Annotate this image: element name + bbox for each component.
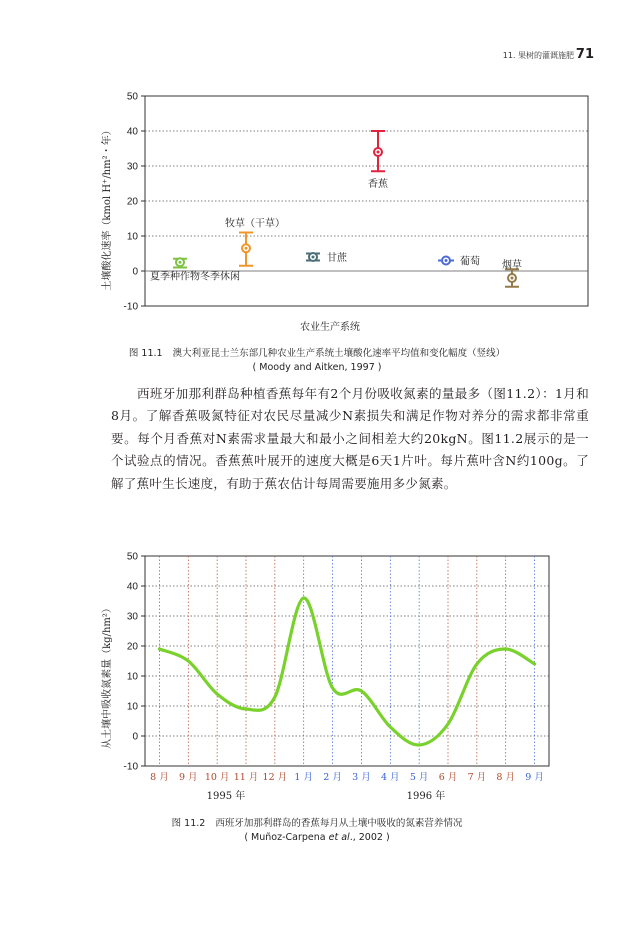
figure-11-2-source (0, 832, 634, 843)
fig2-series-line (159, 598, 534, 745)
fig1-y-tick-label: 50 (126, 91, 138, 103)
fig2-y-tick-label: 50 (126, 551, 138, 563)
fig2-source-authors: ( Muñoz-Carpena (244, 832, 329, 843)
fig1-point-label: 夏季种作物冬季休闲 (150, 271, 240, 283)
fig2-month-label: 1 月 (294, 772, 314, 783)
fig1-point-label: 甘蔗 (327, 253, 347, 264)
fig1-y-tick-label: 40 (126, 126, 138, 138)
fig1-y-tick-label: 30 (126, 161, 138, 173)
fig1-y-tick-label: 0 (132, 266, 138, 278)
fig2-y-tick-label: 0 (132, 731, 138, 743)
running-header-chapter: 11. 果树的灌溉施肥 (502, 51, 574, 60)
page-number: 71 (575, 47, 594, 62)
fig2-month-label: 3 月 (352, 772, 371, 783)
fig2-month-label: 10 月 (204, 772, 230, 783)
fig2-source-year: ., 2002 ) (349, 832, 390, 843)
fig2-y-tick-label: 10 (126, 671, 138, 683)
fig2-month-label: 6 月 (438, 772, 458, 783)
fig2-month-label: 5 月 (409, 772, 429, 783)
figure-11-2-number: 图 11.2 (171, 818, 206, 829)
fig2-y-axis-label: 从土壤中吸收氮素量（kg/hm²） (102, 603, 113, 749)
fig2-month-label: 9 月 (525, 772, 544, 783)
fig2-y-tick-label: 20 (126, 641, 138, 653)
fig2-month-label: 12 月 (262, 772, 288, 783)
fig1-y-axis-label: 土壤酸化速率（kmol H⁺/hm²・年） (102, 125, 113, 291)
fig2-y-tick-label: 30 (126, 611, 138, 623)
fig2-y-tick-label: 40 (126, 581, 138, 593)
figure-11-1-number: 图 11.1 (128, 348, 163, 359)
figure-11-1-source: ( Moody and Aitken, 1997 ) (252, 362, 382, 373)
fig1-point-label: 牧草（干草） (225, 218, 285, 230)
fig1-point-label: 香蕉 (368, 179, 388, 190)
fig2-month-label: 9 月 (178, 772, 198, 783)
fig2-month-label: 11 月 (233, 772, 259, 783)
fig2-month-label: 7 月 (467, 772, 487, 783)
body-paragraph: 西班牙加那利群岛种植香蕉每年有2个月份吸收氮素的量最多（图11.2）：1月和8月。了解香蕉吸氮特征对农民尽量减少N素损失和满足作物对养分的需求都非常重要。每个月香蕉对N素需求量最大和最小之间相差大约20kgN。图11.2展示的是一个试验点的情况。香蕉蕉叶展开的速度大概是6天1片叶。每片蕉叶含N约100g。了解了蕉叶生长速度，有助于蕉农估计每周需要施用多少氮素。 (111, 386, 589, 491)
fig1-x-axis-label: 农业生产系统 (300, 322, 360, 333)
fig2-month-label: 8 月 (496, 772, 516, 783)
fig2-y-tick-label: -10 (123, 761, 138, 773)
fig2-year-1995: 1995 年 (206, 791, 246, 802)
fig2-source-etal: et al (328, 832, 350, 843)
fig1-point-label: 烟草 (502, 260, 522, 271)
fig2-month-label: 2 月 (323, 772, 342, 783)
fig1-y-tick-label: -10 (123, 301, 138, 313)
fig2-plot-frame (145, 556, 549, 766)
fig1-y-tick-label: 10 (126, 231, 138, 243)
fig2-year-1996: 1996 年 (406, 791, 446, 802)
fig1-point-label: 葡萄 (460, 256, 480, 268)
figure-11-2-caption (0, 815, 634, 829)
fig2-y-tick-label: 10 (126, 701, 138, 713)
figure-11-2-title: 西班牙加那利群岛的香蕉每月从土壤中吸收的氮素营养情况 (215, 818, 463, 829)
fig2-month-label: 8 月 (150, 772, 169, 783)
fig1-y-tick-label: 20 (126, 196, 138, 208)
fig2-month-label: 4 月 (380, 772, 400, 783)
figure-11-1-title: 澳大利亚昆士兰东部几种农业生产系统土壤酸化速率平均值和变化幅度（竖线） (172, 348, 506, 359)
